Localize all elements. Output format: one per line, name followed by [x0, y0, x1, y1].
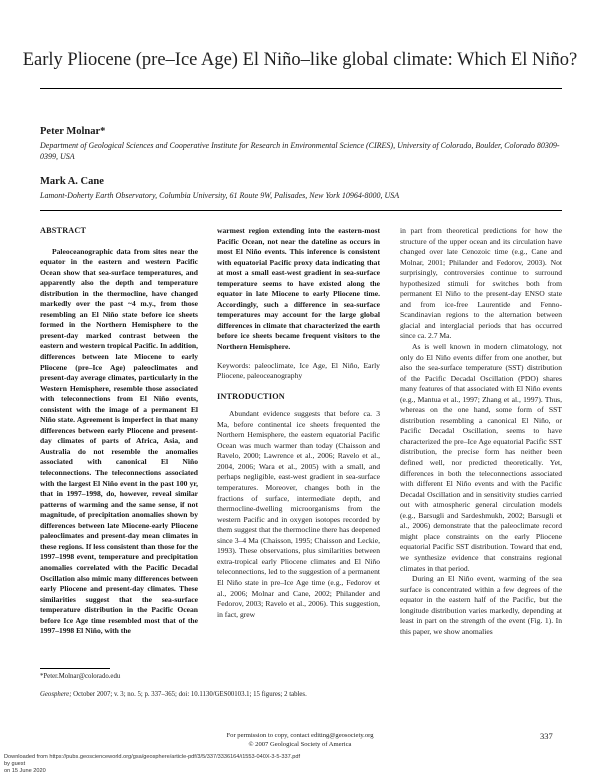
intro-paragraph-continued: in part from theoretical predictions for how the structure of the upper ocean and its circulation have changed over late Cenozoic time (e.g., Cane and Molnar, 2001; Philander and Fedorov, 2003). Not surprisingly, controversies continue to surround hypothesized stimuli for switches both from permanent El Niño to the present-day ENSO state and from ice-free Laurentide and Fenno-Scandinavian regions to the alternation between glacial and interglacial periods that has occurred since ca. 2.7 Ma. — [400, 226, 562, 341]
middle-column — [217, 226, 380, 620]
download-note — [4, 754, 300, 775]
copyright-note: © 2007 Geological Society of America — [248, 741, 352, 748]
header-rule — [40, 210, 562, 211]
abstract-heading: ABSTRACT — [40, 226, 87, 235]
page-number: 337 — [540, 731, 553, 741]
title-rule — [40, 88, 562, 89]
abstract-text-continued: warmest region extending into the eastern-most Pacific Ocean, not near the dateline as occurs in most El Niño events. This inference is consistent with equatorial Pacific proxy data indicating that at most a small east-west gradient in sea-surface temperature seems to have existed along the equator in late Miocene to early Pliocene time. Accordingly, such a difference in sea-surface temperatures may account for the large global differences in climate that characterized the earth before ice sheets became frequent visitors to the Northern Hemisphere. — [217, 226, 380, 352]
journal-name: Geosphere; — [40, 691, 72, 698]
citation — [40, 690, 562, 700]
abstract-column — [40, 226, 198, 637]
author-affiliation: Lamont-Doherty Earth Observatory, Columbia University, 61 Route 9W, Palisades, New York 10964-8000, USA — [40, 191, 400, 200]
abstract-text: Paleoceanographic data from sites near the equator in the eastern and western Pacific Ocean show that sea-surface temperatures, and apparently also the depth and temperature distribution in the thermocline, have changed markedly over the past ~4 m.y., from those resembling an El Niño state before ice sheets formed in the Northern Hemisphere to the present-day marked contrast between the eastern and western tropical Pacific. In addition, differences between late Miocene to early Pliocene (pre–Ice Age) paleoclimates and present-day average climates, particularly in the Western Hemisphere, resemble those associated with teleconnections from El Niño events, consistent with the image of a permanent El Niño state. Agreement is imperfect in that many differences between early Pliocene and present-day climates of parts of Africa, Asia, and Australia do not resemble the anomalies associated with canonical El Niño teleconnections. The teleconnections associated with the largest El Niño event in the past 100 yr, that in 1997–1998, do, however, reveal similar patterns of warming and the same sense, if not magnitude, of precipitation anomalies shown by differences between late Miocene-early Pliocene paleoclimates and present-day mean climates in these regions. If less consistent than those for the 1997–1998 event, temperature and precipitation anomalies correlated with the Pacific Decadal Oscillation also mimic many differences between early Pliocene and present-day climates. These similarities suggest that the sea-surface temperature distribution in the Pacific Ocean before Ice Age time resembled most that of the 1997–1998 El Niño, with the — [40, 246, 198, 636]
footnote-rule — [40, 668, 110, 669]
keywords-text: paleoclimate, Ice Age, El Niño, Early Pliocene, paleoceanography — [217, 360, 380, 381]
download-line: on 15 June 2020 — [4, 768, 46, 774]
download-line: Downloaded from https://pubs.geoscienceworld.org/gsa/geosphere/article-pdf/3/5/337/3336164/i1553-040X-3-5-337.pdf — [4, 754, 301, 760]
keywords — [217, 361, 380, 382]
intro-paragraph: During an El Niño event, warming of the sea surface is concentrated within a few degrees of the equator in the eastern half of the Pacific, but the longitude distribution varies markedly, depending at least in part on the strength of the event (Fig. 1). In this paper, we show anomalies — [400, 574, 562, 636]
permission-note: For permission to copy, contact editing@geosociety.org — [226, 732, 374, 739]
author-name: Mark A. Cane — [40, 176, 104, 187]
intro-paragraph: Abundant evidence suggests that before ca. 3 Ma, before continental ice sheets frequented the Northern Hemisphere, the eastern equatorial Pacific Ocean was much warmer than today (Chaisson and Ravelo, 2000; Lawrence et al., 2006; Ravelo et al., 2004, 2006; Wara et al., 2005) with a small, and perhaps negligible, east-west gradient in sea-surface temperatures. Moreover, changes both in the fractions of surface, intermediate depth, and thermocline-dwelling microorganisms from the western Pacific and in oxygen isotopes recorded by them suggest that the thermocline there has deepened since 3–4 Ma (Chaisson, 1995; Chaisson and Leckie, 1993). These observations, plus similarities between extra-tropical early Pliocene climates and El Niño teleconnections, led to the suggestion of a permanent El Niño state in pre–Ice Age time (e.g., Fedorov et al., 2006; Molnar and Cane, 2002; Philander and Fedorov, 2003; Ravelo et al., 2006). This suggestion, in fact, grew — [217, 409, 380, 619]
right-column — [400, 226, 562, 637]
author-name: Peter Molnar* — [40, 126, 106, 137]
introduction-heading: INTRODUCTION — [217, 391, 285, 401]
paper-title: Early Pliocene (pre–Ice Age) El Niño–like global climate: Which El Niño? — [22, 50, 578, 70]
author-affiliation: Department of Geological Sciences and Cooperative Institute for Research in Environmental Science (CIRES), University of Colorado, Boulder, Colorado 80309-0399, USA — [40, 141, 560, 161]
keywords-label: Keywords: — [217, 360, 251, 370]
download-line: by guest — [4, 761, 26, 767]
intro-paragraph: As is well known in modern climatology, not only do El Niño events differ from one another, but also the sea-surface temperature (SST) distribution of the Pacific Decadal Oscillation (PDO) shares many features of that associated with El Niño events (e.g., Mantua et al., 1997; Zhang et al., 1997). Thus, whereas on the one hand, some form of SST distribution resembling a canonical El Niño, or Pacific Decadal Oscillation, seems to have characterized the pre–Ice Age equatorial Pacific SST distribution, the precise form has neither been defined well, nor predicted theoretically. Yet, differences in both the teleconnections associated with different El Niño events and with the Pacific Decadal Oscillation and in sensitivity studies carried out with atmospheric general circulation models (e.g., Barsugli and Sardeshmukh, 2002; Barsugli et al., 2006) demonstrate that the paleoclimate record might place constraints on the early Pliocene equatorial Pacific SST distribution. Toward that end, we synthesize evidence that constrains regional climates in that period. — [400, 342, 562, 573]
footnote: *Peter.Molnar@colorado.edu — [40, 673, 121, 680]
citation-details: October 2007; v. 3; no. 5; p. 337–365; doi: 10.1130/GES00103.1; 15 figures; 2 tables. — [73, 691, 307, 698]
